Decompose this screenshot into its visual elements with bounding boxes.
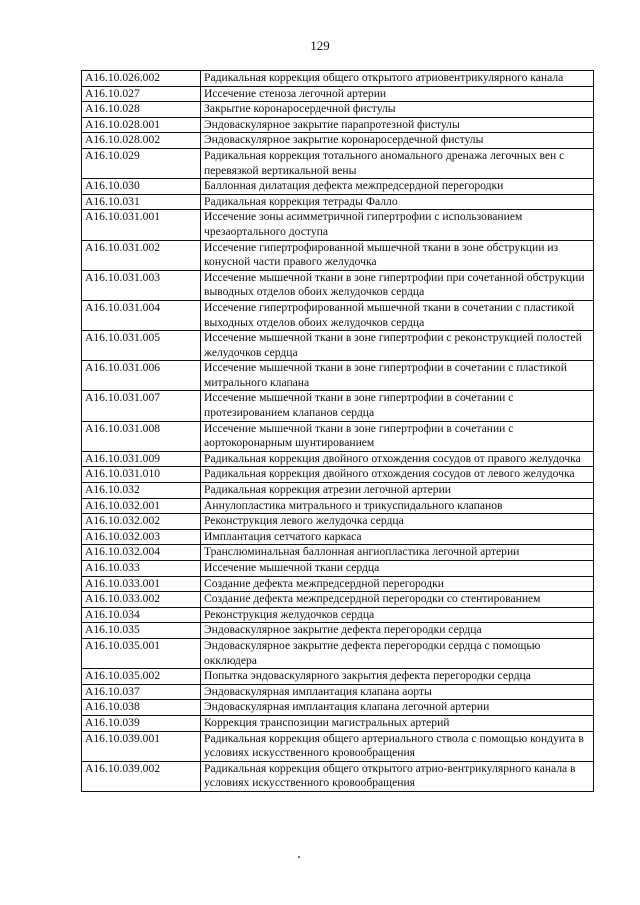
table-row xyxy=(82,514,594,530)
procedure-name-cell: Иссечение мышечной ткани в зоне гипертрофии в сочетании с пластикой митрального клапана xyxy=(201,361,594,391)
procedure-name-cell: Иссечение зоны асимметричной гипертрофии с использованием чрезаортального доступа xyxy=(201,210,594,240)
table-row xyxy=(82,576,594,592)
procedure-name-cell: Иссечение мышечной ткани в зоне гипертрофии в сочетании с аортокоронарным шунтированием xyxy=(201,421,594,451)
procedure-code-cell: A16.10.035 xyxy=(82,623,201,639)
procedure-name-cell: Радикальная коррекция общего артериального ствола с помощью кондуита в условиях искусственного кровообращения xyxy=(201,731,594,761)
table-row xyxy=(82,638,594,668)
table-row xyxy=(82,467,594,483)
procedure-name-cell: Имплантация сетчатого каркаса xyxy=(201,529,594,545)
procedure-code-cell: A16.10.028.002 xyxy=(82,133,201,149)
table-row xyxy=(82,592,594,608)
procedure-name-cell: Попытка эндоваскулярного закрытия дефекта перегородки сердца xyxy=(201,669,594,685)
procedure-code-cell: A16.10.031.001 xyxy=(82,210,201,240)
procedure-code-cell: A16.10.028.001 xyxy=(82,117,201,133)
table-row xyxy=(82,498,594,514)
procedure-code-cell: A16.10.027 xyxy=(82,86,201,102)
procedure-name-cell: Радикальная коррекция общего открытого атриовентрикулярного канала xyxy=(201,71,594,87)
table-row xyxy=(82,421,594,451)
procedure-name-cell: Эндоваскулярное закрытие коронаросердечной фистулы xyxy=(201,133,594,149)
procedure-code-cell: A16.10.032.004 xyxy=(82,545,201,561)
table-row xyxy=(82,715,594,731)
procedure-code-cell: A16.10.037 xyxy=(82,684,201,700)
table-row xyxy=(82,623,594,639)
procedure-code-cell: A16.10.033.001 xyxy=(82,576,201,592)
procedure-code-cell: A16.10.032.003 xyxy=(82,529,201,545)
procedure-name-cell: Иссечение мышечной ткани в зоне гипертрофии с реконструкцией полостей желудочков сердца xyxy=(201,331,594,361)
table-row xyxy=(82,300,594,330)
procedure-code-cell: A16.10.031.003 xyxy=(82,270,201,300)
table-row xyxy=(82,700,594,716)
procedure-code-cell: A16.10.035.001 xyxy=(82,638,201,668)
procedure-name-cell: Эндоваскулярная имплантация клапана аорты xyxy=(201,684,594,700)
procedure-code-cell: A16.10.029 xyxy=(82,148,201,178)
table-row xyxy=(82,148,594,178)
procedure-code-cell: A16.10.033 xyxy=(82,561,201,577)
procedure-code-table xyxy=(81,70,594,792)
procedure-code-cell: A16.10.030 xyxy=(82,179,201,195)
procedure-name-cell: Транслюминальная баллонная ангиопластика легочной артерии xyxy=(201,545,594,561)
table-row xyxy=(82,483,594,499)
procedure-name-cell: Эндоваскулярное закрытие дефекта перегородки сердца с помощью окклюдера xyxy=(201,638,594,668)
table-row xyxy=(82,179,594,195)
procedure-name-cell: Закрытие коронаросердечной фистулы xyxy=(201,102,594,118)
procedure-name-cell: Иссечение гипертрофированной мышечной ткани в зоне обструкции из конусной части правого желудочка xyxy=(201,240,594,270)
table-row xyxy=(82,361,594,391)
table-row xyxy=(82,331,594,361)
table-row xyxy=(82,669,594,685)
procedure-name-cell: Создание дефекта межпредсердной перегородки xyxy=(201,576,594,592)
procedure-name-cell: Иссечение мышечной ткани в зоне гипертрофии при сочетанной обструкции выводных отделов обоих желудочков сердца xyxy=(201,270,594,300)
procedure-code-cell: A16.10.039.002 xyxy=(82,761,201,791)
procedure-name-cell: Радикальная коррекция атрезии легочной артерии xyxy=(201,483,594,499)
table-row xyxy=(82,607,594,623)
table-row xyxy=(82,561,594,577)
table-row xyxy=(82,210,594,240)
table-row xyxy=(82,684,594,700)
procedure-code-cell: A16.10.032 xyxy=(82,483,201,499)
procedure-name-cell: Радикальная коррекция двойного отхождения сосудов от левого желудочка xyxy=(201,467,594,483)
procedure-code-cell: A16.10.031.010 xyxy=(82,467,201,483)
procedure-name-cell: Эндоваскулярная имплантация клапана легочной артерии xyxy=(201,700,594,716)
procedure-code-cell: A16.10.034 xyxy=(82,607,201,623)
procedure-name-cell: Радикальная коррекция общего открытого атрио-вентрикулярного канала в условиях искусственного кровообращения xyxy=(201,761,594,791)
procedure-name-cell: Эндоваскулярное закрытие дефекта перегородки сердца xyxy=(201,623,594,639)
procedure-code-cell: A16.10.039.001 xyxy=(82,731,201,761)
procedure-code-cell: A16.10.033.002 xyxy=(82,592,201,608)
table-row xyxy=(82,133,594,149)
procedure-name-cell: Иссечение стеноза легочной артерии xyxy=(201,86,594,102)
table-body xyxy=(82,71,594,792)
table-row xyxy=(82,529,594,545)
procedure-code-cell: A16.10.038 xyxy=(82,700,201,716)
procedure-name-cell: Радикальная коррекция тетрады Фалло xyxy=(201,194,594,210)
table-row xyxy=(82,194,594,210)
procedure-name-cell: Коррекция транспозиции магистральных артерий xyxy=(201,715,594,731)
procedure-name-cell: Создание дефекта межпредсердной перегородки со стентированием xyxy=(201,592,594,608)
procedure-code-cell: A16.10.031.009 xyxy=(82,451,201,467)
procedure-code-cell: A16.10.032.002 xyxy=(82,514,201,530)
procedure-code-cell: A16.10.031.007 xyxy=(82,391,201,421)
procedure-code-cell: A16.10.031.004 xyxy=(82,300,201,330)
procedure-code-cell: A16.10.039 xyxy=(82,715,201,731)
page-number: 129 xyxy=(310,38,330,53)
procedure-name-cell: Реконструкция желудочков сердца xyxy=(201,607,594,623)
table-row xyxy=(82,102,594,118)
procedure-code-cell: A16.10.031 xyxy=(82,194,201,210)
procedure-name-cell: Иссечение гипертрофированной мышечной ткани в сочетании с пластикой выходных отделов обоих желудочков сердца xyxy=(201,300,594,330)
procedure-name-cell: Эндоваскулярное закрытие парапротезной фистулы xyxy=(201,117,594,133)
table-row xyxy=(82,270,594,300)
table-row xyxy=(82,86,594,102)
procedure-name-cell: Радикальная коррекция тотального аномального дренажа легочных вен с перевязкой вертикальной вены xyxy=(201,148,594,178)
procedure-name-cell: Радикальная коррекция двойного отхождения сосудов от правого желудочка xyxy=(201,451,594,467)
procedure-name-cell: Реконструкция левого желудочка сердца xyxy=(201,514,594,530)
procedure-name-cell: Баллонная дилатация дефекта межпредсердной перегородки xyxy=(201,179,594,195)
procedure-name-cell: Аннулопластика митрального и трикуспидального клапанов xyxy=(201,498,594,514)
table-row xyxy=(82,761,594,791)
table-row xyxy=(82,240,594,270)
procedure-code-cell: A16.10.031.006 xyxy=(82,361,201,391)
scan-artifact xyxy=(298,856,300,858)
procedure-code-cell: A16.10.032.001 xyxy=(82,498,201,514)
procedure-code-cell: A16.10.031.008 xyxy=(82,421,201,451)
procedure-code-cell: A16.10.026.002 xyxy=(82,71,201,87)
procedure-code-cell: A16.10.028 xyxy=(82,102,201,118)
table-row xyxy=(82,731,594,761)
procedure-name-cell: Иссечение мышечной ткани в зоне гипертрофии в сочетании с протезированием клапанов сердца xyxy=(201,391,594,421)
procedure-code-cell: A16.10.031.005 xyxy=(82,331,201,361)
table-row xyxy=(82,71,594,87)
table-row xyxy=(82,451,594,467)
procedure-code-cell: A16.10.035.002 xyxy=(82,669,201,685)
table-row xyxy=(82,117,594,133)
table-row xyxy=(82,391,594,421)
table-row xyxy=(82,545,594,561)
procedure-code-cell: A16.10.031.002 xyxy=(82,240,201,270)
procedure-name-cell: Иссечение мышечной ткани сердца xyxy=(201,561,594,577)
